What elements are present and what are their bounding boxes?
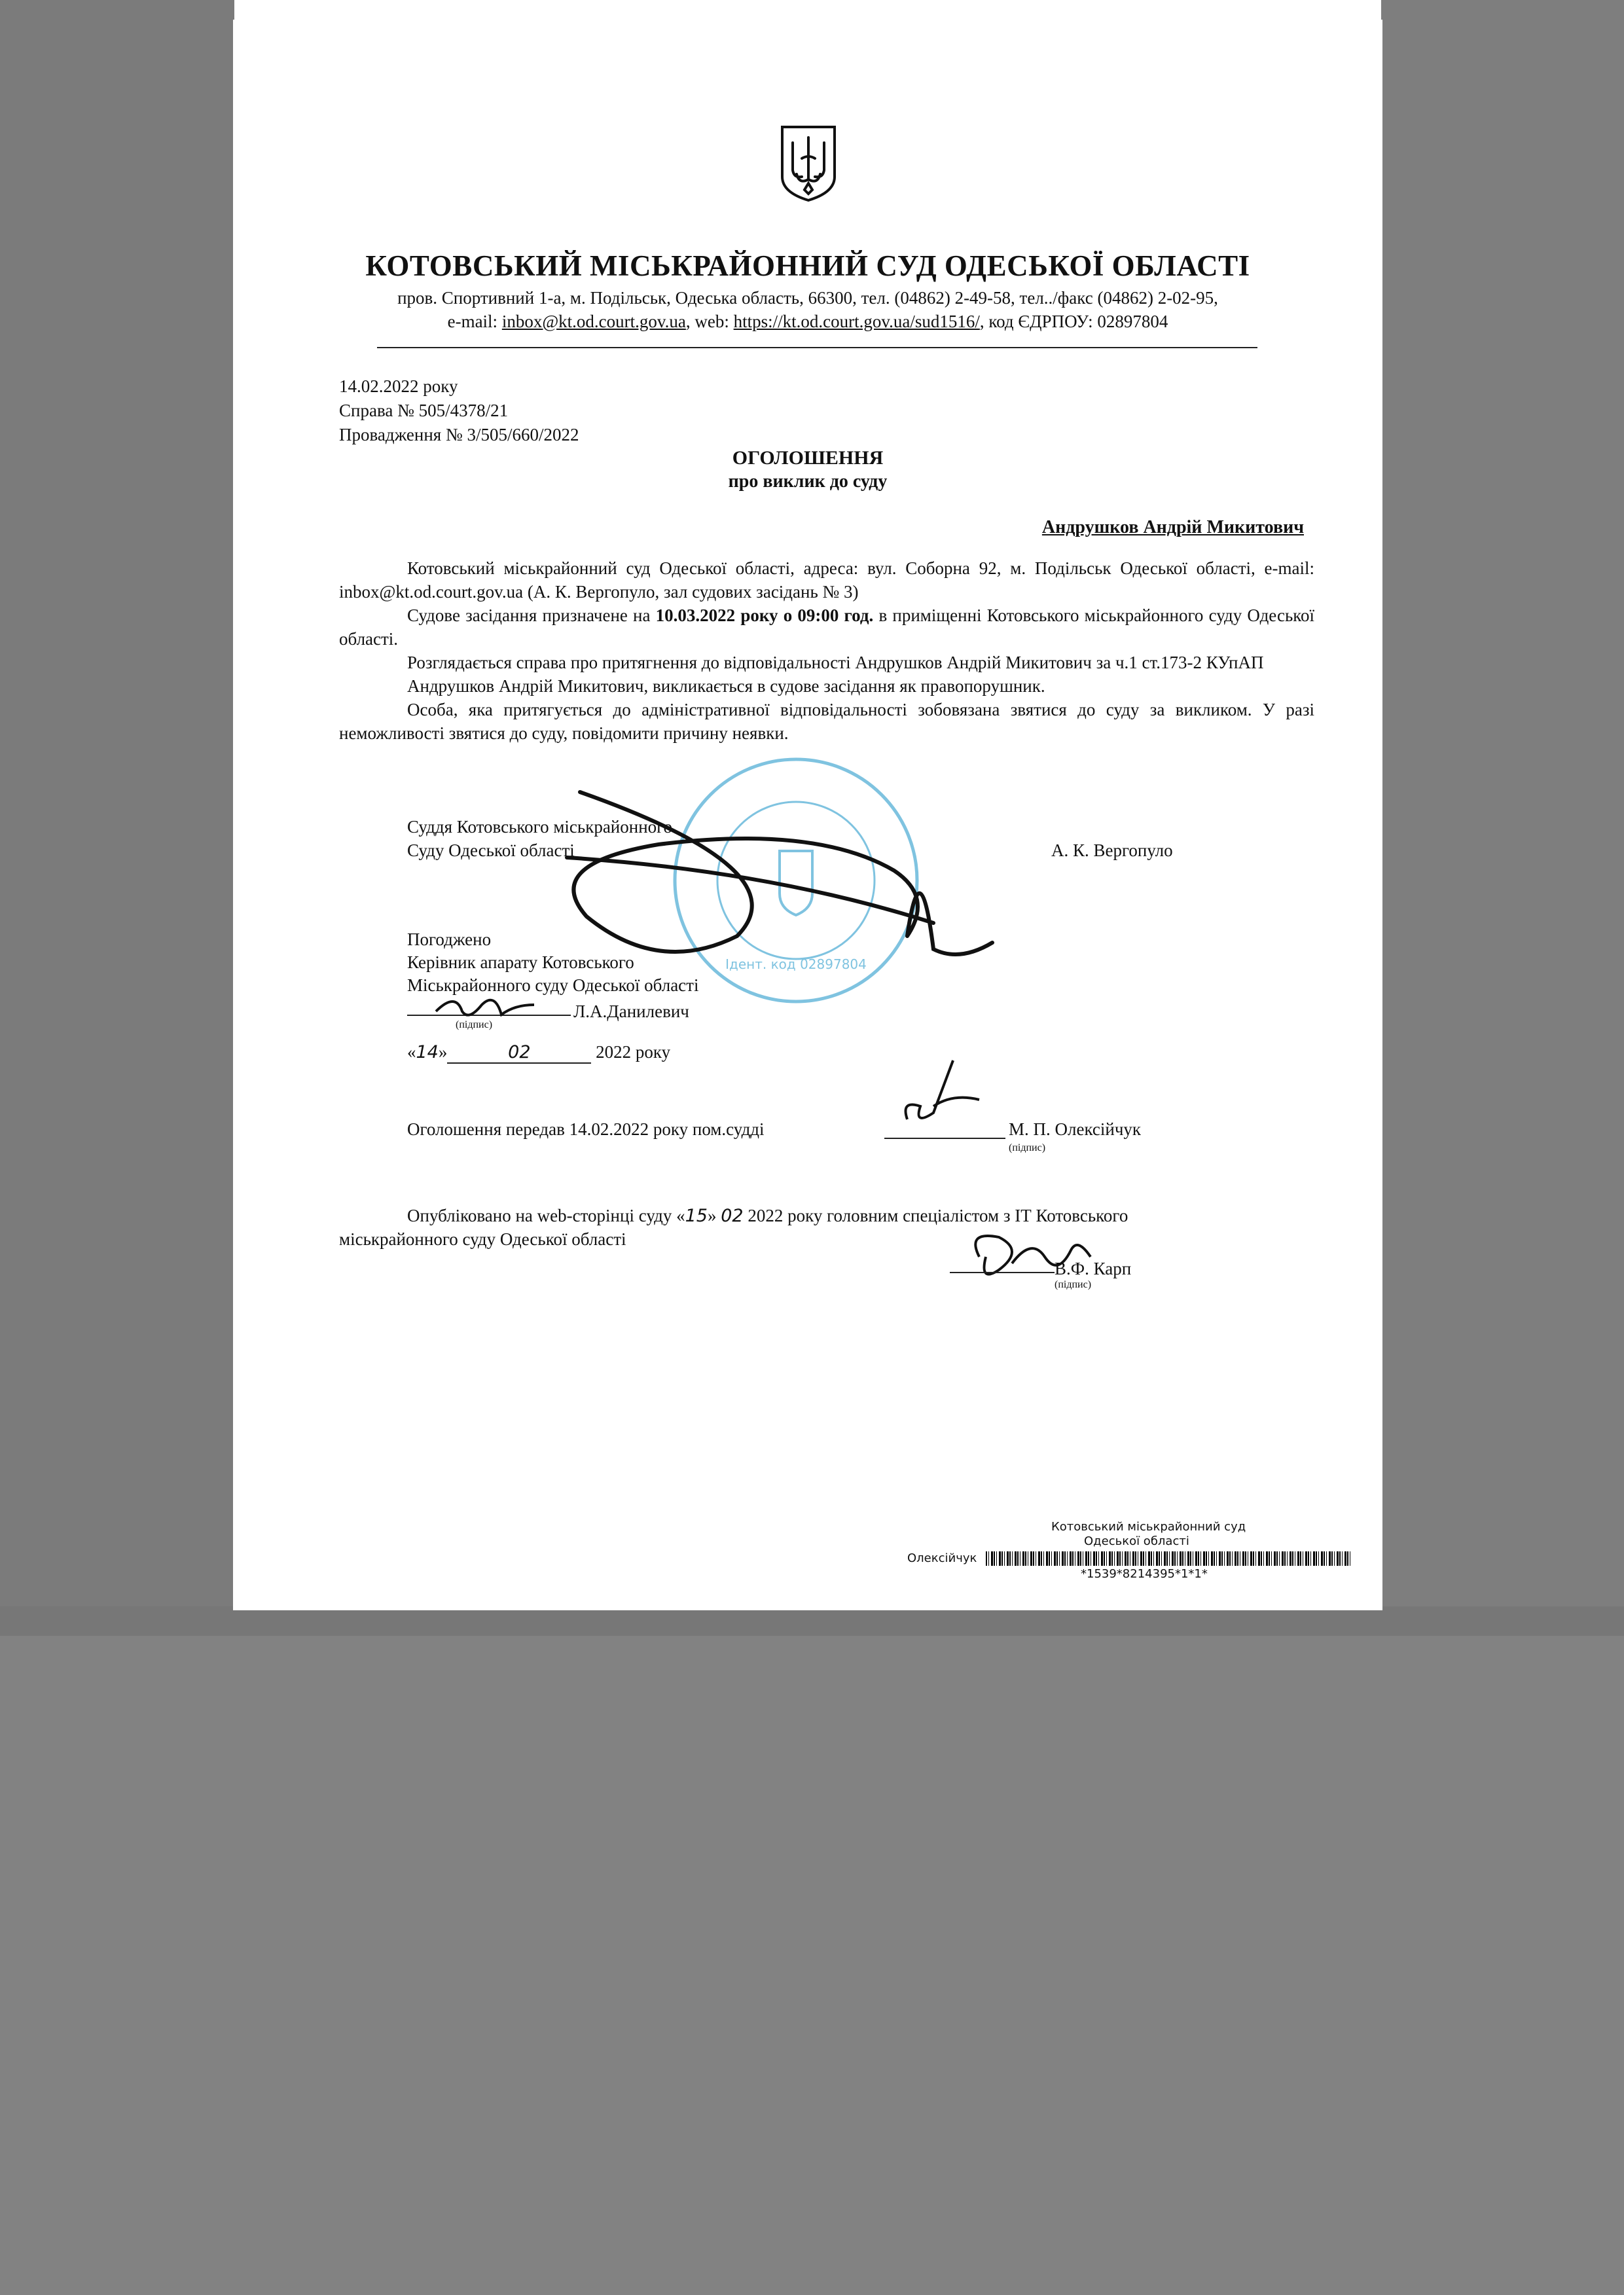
document-date: 14.02.2022 року (339, 376, 458, 396)
case-paragraph: Розглядається справа про притягнення до відповідальності Андрушков Андрій Микитович за ч.1 ст.173-2 КУпАП (407, 653, 1264, 672)
it-name: В.Ф. Карп (1055, 1259, 1132, 1278)
obligation-paragraph: Особа, яка притягується до адміністративної відповідальності зобовязана звятися до суду за викликом. У разі неможливості звятися до суду, повідомити причину неявки. (339, 700, 1314, 743)
head-signature-caption: (підпис) (456, 1019, 493, 1030)
judge-signature (541, 766, 999, 969)
hearing-datetime: 10.03.2022 року о 09:00 год. (655, 605, 874, 625)
court-name: КОТОВСЬКИЙ МІСЬКРАЙОННИЙ СУД ОДЕСЬКОЇ ОБЛАСТІ (365, 249, 1250, 282)
footer-court-line2: Одеської області (1084, 1534, 1189, 1548)
clerk-name: М. П. Олексійчук (1009, 1119, 1142, 1139)
left-margin (0, 0, 234, 1606)
court-address: пров. Спортивний 1-а, м. Подільськ, Одеська область, 66300, тел. (04862) 2-49-58, тел../факс (04862) 2-02-95, (397, 288, 1218, 308)
it-signature-caption: (підпис) (1055, 1279, 1092, 1290)
notice-body (339, 556, 1314, 745)
hearing-paragraph: Судове засідання призначене на 10.03.2022 року о 09:00 год. в приміщенні Котовського міськрайонного суду Одеської області. (339, 605, 1315, 649)
proceeding-number: Провадження № 3/505/660/2022 (339, 425, 579, 444)
scan-band (0, 1606, 1624, 1636)
court-contacts (233, 312, 1382, 332)
judge-title-line1: Суддя Котовського міськрайонного (407, 817, 673, 837)
approval-date: «14» 02 2022 року (407, 1042, 671, 1062)
clerk-signature (894, 1054, 986, 1132)
email-label: e-mail: (447, 312, 498, 331)
judge-name: А. К. Вергопуло (1051, 840, 1173, 860)
case-number: Справа № 505/4378/21 (339, 401, 509, 420)
publication-line2: міськрайонного суду Одеської області (339, 1229, 626, 1249)
right-margin (1381, 0, 1624, 1606)
footer-court-line1: Котовський міськрайонний суд (1051, 1520, 1246, 1534)
letterhead-divider (377, 347, 1257, 348)
head-name: Л.А.Данилевич (573, 1002, 689, 1021)
notice-title: ОГОЛОШЕННЯ (732, 447, 884, 469)
web-link[interactable]: https://kt.od.court.gov.ua/sud1516/ (733, 312, 980, 331)
web-label: , web: (685, 312, 729, 331)
addressee-name: Андрушков Андрій Микитович (1041, 517, 1304, 537)
email-link[interactable]: inbox@kt.od.court.gov.ua (501, 312, 686, 331)
head-title-line1: Керівник апарату Котовського (407, 952, 634, 972)
clerk-signature-caption: (підпис) (1009, 1142, 1046, 1153)
barcode-label: Олексійчук (907, 1551, 977, 1565)
clerk-signature-line (884, 1138, 1005, 1139)
summons-paragraph: Андрушков Андрій Микитович, викликається в судове засідання як правопорушник. (407, 676, 1045, 696)
notice-subtitle: про виклик до суду (728, 471, 888, 492)
judge-title-line2: Суду Одеської області (407, 840, 575, 860)
scan-bottom (0, 1636, 1624, 2295)
barcode-number: *1539*8214395*1*1* (1081, 1567, 1208, 1581)
head-title-line2: Міськрайонного суду Одеської області (407, 975, 699, 995)
approved-label: Погоджено (407, 930, 492, 949)
head-signature (429, 985, 541, 1024)
publication-line: Опубліковано на web-сторінці суду «15» 02 2022 року головним спеціалістом з ІТ Котовського (407, 1206, 1128, 1226)
edrpou: , код ЄДРПОУ: 02897804 (979, 312, 1168, 331)
barcode (986, 1551, 1352, 1566)
document-page (233, 20, 1382, 1610)
transmitted-line: Оголошення передав 14.02.2022 року пом.судді (407, 1119, 765, 1139)
court-address-paragraph: Котовський міськрайонний суд Одеської області, адреса: вул. Соборна 92, м. Подільськ Одеської області, e-mail: inbox@kt.od.court.gov.ua (А. К. Вергопуло, зал судових засідань № 3) (339, 558, 1314, 602)
coat-of-arms-icon (780, 124, 837, 203)
it-signature-line (950, 1272, 1055, 1273)
svg-text:Ідент. код 02897804: Ідент. код 02897804 (725, 956, 867, 972)
